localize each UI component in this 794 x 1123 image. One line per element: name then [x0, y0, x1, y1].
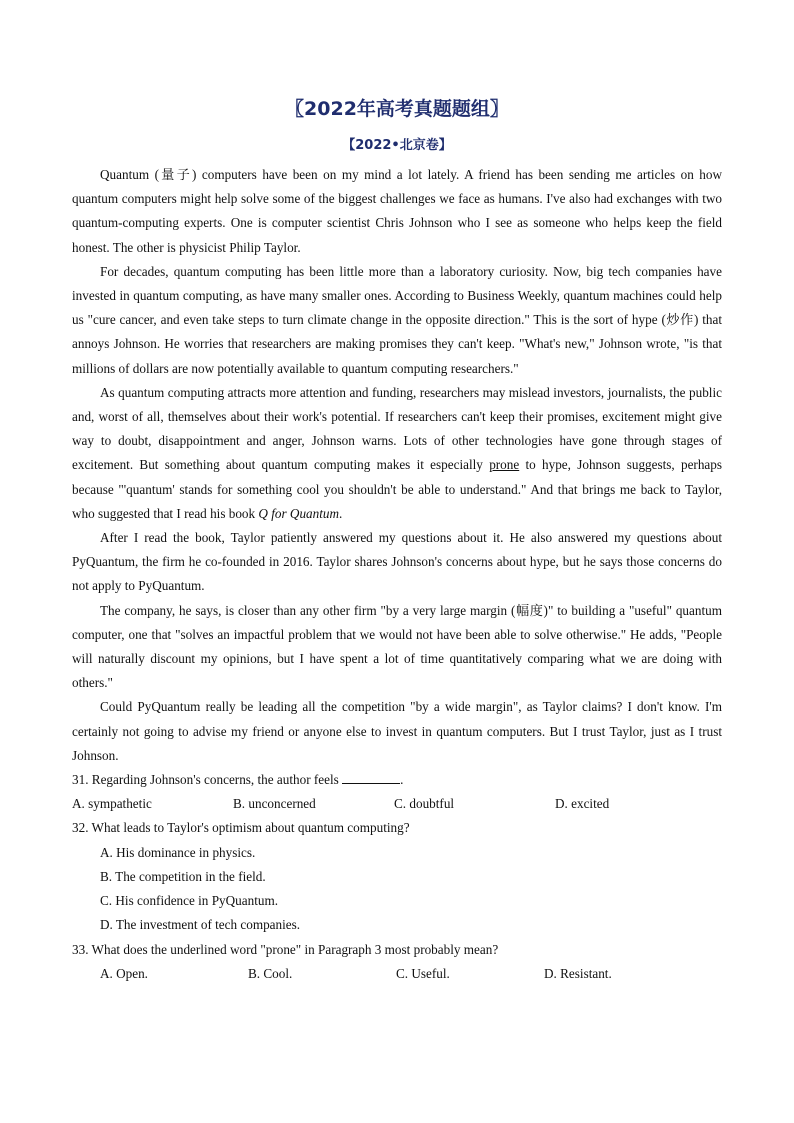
option-d: D. excited	[555, 796, 610, 812]
answer-blank	[342, 771, 400, 784]
book-title: Q for Quantum	[258, 505, 340, 521]
option-a: A. His dominance in physics.	[100, 844, 256, 860]
option-c: C. doubtful	[394, 796, 455, 812]
paragraph-3	[72, 381, 722, 526]
option-c: C. Useful.	[396, 965, 450, 981]
option-a: A. sympathetic	[72, 796, 152, 812]
paragraph-1: Quantum (量子) computers have been on my mind a lot lately. A friend has been sending me articles on how quantum computers might help solve some of the biggest challenges we face as humans. I've also had exchanges with two quantum-computing experts. One is computer scientist Chris Johnson who I see as someone who helps keep the field honest. The other is physicist Philip Taylor.	[72, 167, 722, 255]
paragraph-3-text-cont: to hype, Johnson suggests, perhaps because "'quantum' stands for something cool you shouldn't be able to understand." And that brings me back to Taylor, who suggested that I read his book	[72, 457, 722, 521]
exam-source-label: 【2022•北京卷】	[342, 138, 452, 153]
question-31-options	[72, 792, 722, 816]
option-d: D. Resistant.	[544, 965, 612, 981]
paragraph-3-end: .	[339, 505, 343, 521]
underlined-word-prone: prone	[489, 457, 520, 473]
question-31-stem-end: .	[400, 772, 404, 788]
paragraph-5: The company, he says, is closer than any other firm "by a very large margin (幅度)" to building a "useful" quantum computer, one that "solves an impactful problem that we would not have been able to solve otherwise." He adds, "People will naturally discount my opinions, but I have spent a lot of time quantitatively comparing what we are doing with others."	[72, 602, 722, 691]
paragraph-3-text: As quantum computing attracts more attention and funding, researchers may mislead investors, journalists, the public and, worst of all, themselves about their work's potential. If researchers can't keep their promises, excitement might give way to doubt, disappointment and anger, Johnson warns. Lots of other technologies have gone through stages of excitement. But something about quantum computing makes it especially	[72, 384, 722, 473]
question-31	[72, 768, 722, 792]
option-b: B. Cool.	[248, 965, 293, 981]
question-31-stem: 31. Regarding Johnson's concerns, the author feels	[72, 772, 339, 788]
paragraph-6: Could PyQuantum really be leading all the competition "by a wide margin", as Taylor claims? I don't know. I'm certainly not going to advise my friend or anyone else to invest in quantum computers. But I trust Taylor, just as I trust Johnson.	[72, 699, 722, 763]
page-title: 〖2022年高考真题题组〗	[285, 98, 509, 120]
option-a: A. Open.	[100, 965, 148, 981]
question-33-stem: 33. What does the underlined word "prone" in Paragraph 3 most probably mean?	[72, 941, 499, 957]
reading-passage	[72, 163, 722, 986]
question-32-stem: 32. What leads to Taylor's optimism about quantum computing?	[72, 820, 410, 836]
paragraph-2: For decades, quantum computing has been little more than a laboratory curiosity. Now, big tech companies have invested in quantum computing, as have many smaller ones. According to Business Weekly, quantum machines could help us "cure cancer, and even take steps to turn climate change in the opposite direction." This is the sort of hype (炒作) that annoys Johnson. He worries that researchers are making promises they can't keep. "What's new," Johnson wrote, "is that millions of dollars are now potentially available to quantum computing researchers."	[72, 263, 722, 376]
option-d: D. The investment of tech companies.	[100, 917, 301, 933]
question-33-options	[100, 962, 722, 986]
option-c: C. His confidence in PyQuantum.	[100, 893, 279, 909]
paragraph-4: After I read the book, Taylor patiently answered my questions about it. He also answered my questions about PyQuantum, the firm he co-founded in 2016. Taylor shares Johnson's concerns about hype, but he says those concerns do not apply to PyQuantum.	[72, 530, 722, 594]
option-b: B. The competition in the field.	[100, 868, 266, 884]
option-b: B. unconcerned	[233, 796, 316, 812]
